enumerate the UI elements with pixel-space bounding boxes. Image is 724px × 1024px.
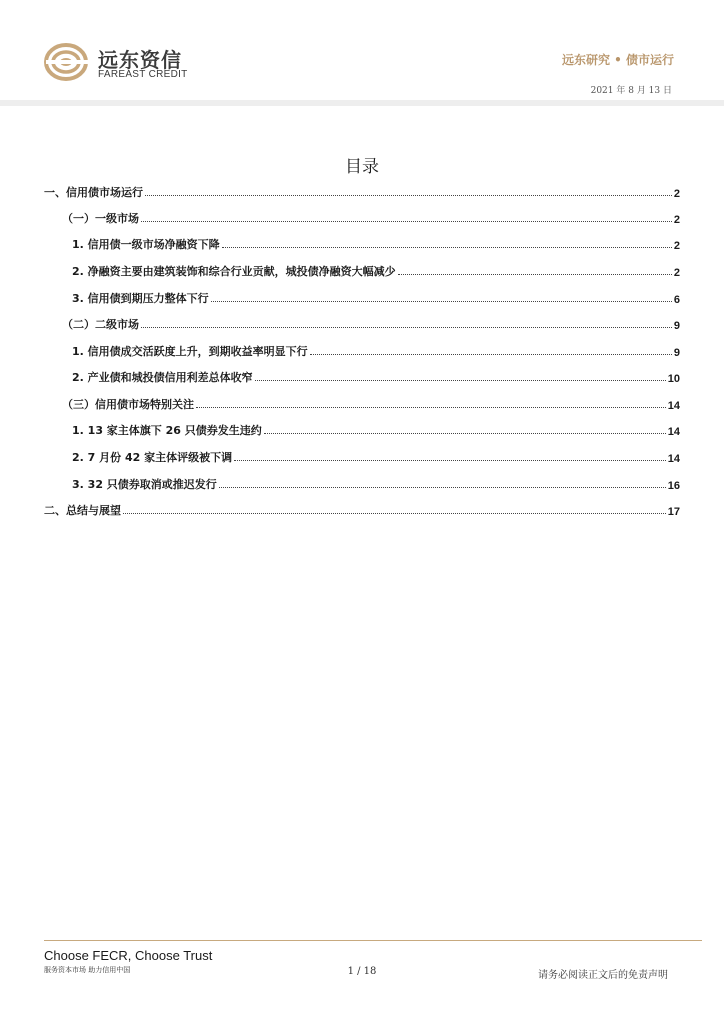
toc-item[interactable] [72, 234, 680, 252]
footer-slogan: Choose FECR, Choose Trust [44, 948, 213, 963]
footer-divider [44, 940, 702, 941]
report-section-label: 远东研究 • 债市运行 [561, 53, 674, 67]
toc-item[interactable] [62, 314, 680, 332]
toc-leader-dots [196, 407, 666, 408]
toc-item-page: 9 [673, 347, 680, 359]
toc-item-page: 14 [667, 400, 680, 412]
toc-leader-dots [255, 380, 666, 381]
toc-item-label: 2. 净融资主要由建筑装饰和综合行业贡献，城投债净融资大幅减少 [72, 265, 396, 278]
toc-leader-dots [264, 433, 666, 434]
toc-leader-dots [211, 301, 672, 302]
toc-item-page: 16 [667, 480, 680, 492]
toc-item-page: 14 [667, 453, 680, 465]
toc-item-page: 6 [673, 294, 680, 306]
toc-leader-dots [310, 354, 672, 355]
toc-item[interactable] [72, 288, 680, 306]
brand-name-en: FAREAST CREDIT [98, 69, 188, 80]
toc-leader-dots [222, 247, 672, 248]
toc-item-label: 2. 7 月份 42 家主体评级被下调 [72, 451, 233, 464]
toc-item[interactable] [72, 367, 680, 385]
toc-leader-dots [398, 274, 672, 275]
toc-item-label: 1. 信用债一级市场净融资下降 [72, 238, 220, 251]
toc-item-page: 10 [667, 373, 680, 385]
report-date: 2021 年 8 月 13 日 [590, 86, 672, 96]
toc-item-page: 17 [667, 506, 680, 518]
toc-item[interactable] [62, 208, 680, 226]
toc-item-page: 14 [667, 426, 680, 438]
toc-leader-dots [141, 221, 672, 222]
header-divider [0, 100, 724, 106]
brand-name-cn: 远东资信 [98, 48, 182, 72]
toc-item-page: 2 [673, 214, 680, 226]
toc-item-page: 2 [673, 188, 680, 200]
toc-item-label: 1. 信用债成交活跃度上升，到期收益率明显下行 [72, 345, 308, 358]
toc-item-label: 2. 产业债和城投债信用利差总体收窄 [72, 371, 253, 384]
toc-item-label: （三）信用债市场特别关注 [62, 398, 194, 411]
toc-item-page: 9 [673, 320, 680, 332]
toc-item[interactable] [72, 447, 680, 465]
toc-item[interactable] [72, 261, 680, 279]
toc-item-label: 一、信用债市场运行 [44, 186, 143, 199]
toc-item[interactable] [72, 420, 680, 438]
toc-item-label: 二、总结与展望 [44, 504, 121, 517]
toc-title: 目录 [345, 157, 379, 177]
page-number: 1 / 18 [347, 966, 377, 977]
footer-disclaimer: 请务必阅读正文后的免责声明 [538, 970, 668, 981]
toc-item[interactable] [62, 394, 680, 412]
toc-leader-dots [123, 513, 666, 514]
toc-leader-dots [145, 195, 672, 196]
toc-item-label: （一）一级市场 [62, 212, 139, 225]
toc-item-label: 3. 32 只债券取消或推迟发行 [72, 478, 217, 491]
toc-leader-dots [219, 487, 666, 488]
footer-subtitle: 服务资本市场 助力信用中国 [44, 966, 131, 974]
toc-item[interactable] [72, 341, 680, 359]
toc-leader-dots [234, 460, 666, 461]
toc-item[interactable] [44, 182, 680, 200]
toc-item-label: （二）二级市场 [62, 318, 139, 331]
toc-item-page: 2 [673, 240, 680, 252]
toc-item[interactable] [44, 500, 680, 518]
toc-item-label: 1. 13 家主体旗下 26 只债券发生违约 [72, 424, 262, 437]
toc-item[interactable] [72, 474, 680, 492]
toc-item-page: 2 [673, 267, 680, 279]
fareast-credit-logo-icon [44, 42, 92, 82]
toc-item-label: 3. 信用债到期压力整体下行 [72, 292, 209, 305]
toc-leader-dots [141, 327, 672, 328]
